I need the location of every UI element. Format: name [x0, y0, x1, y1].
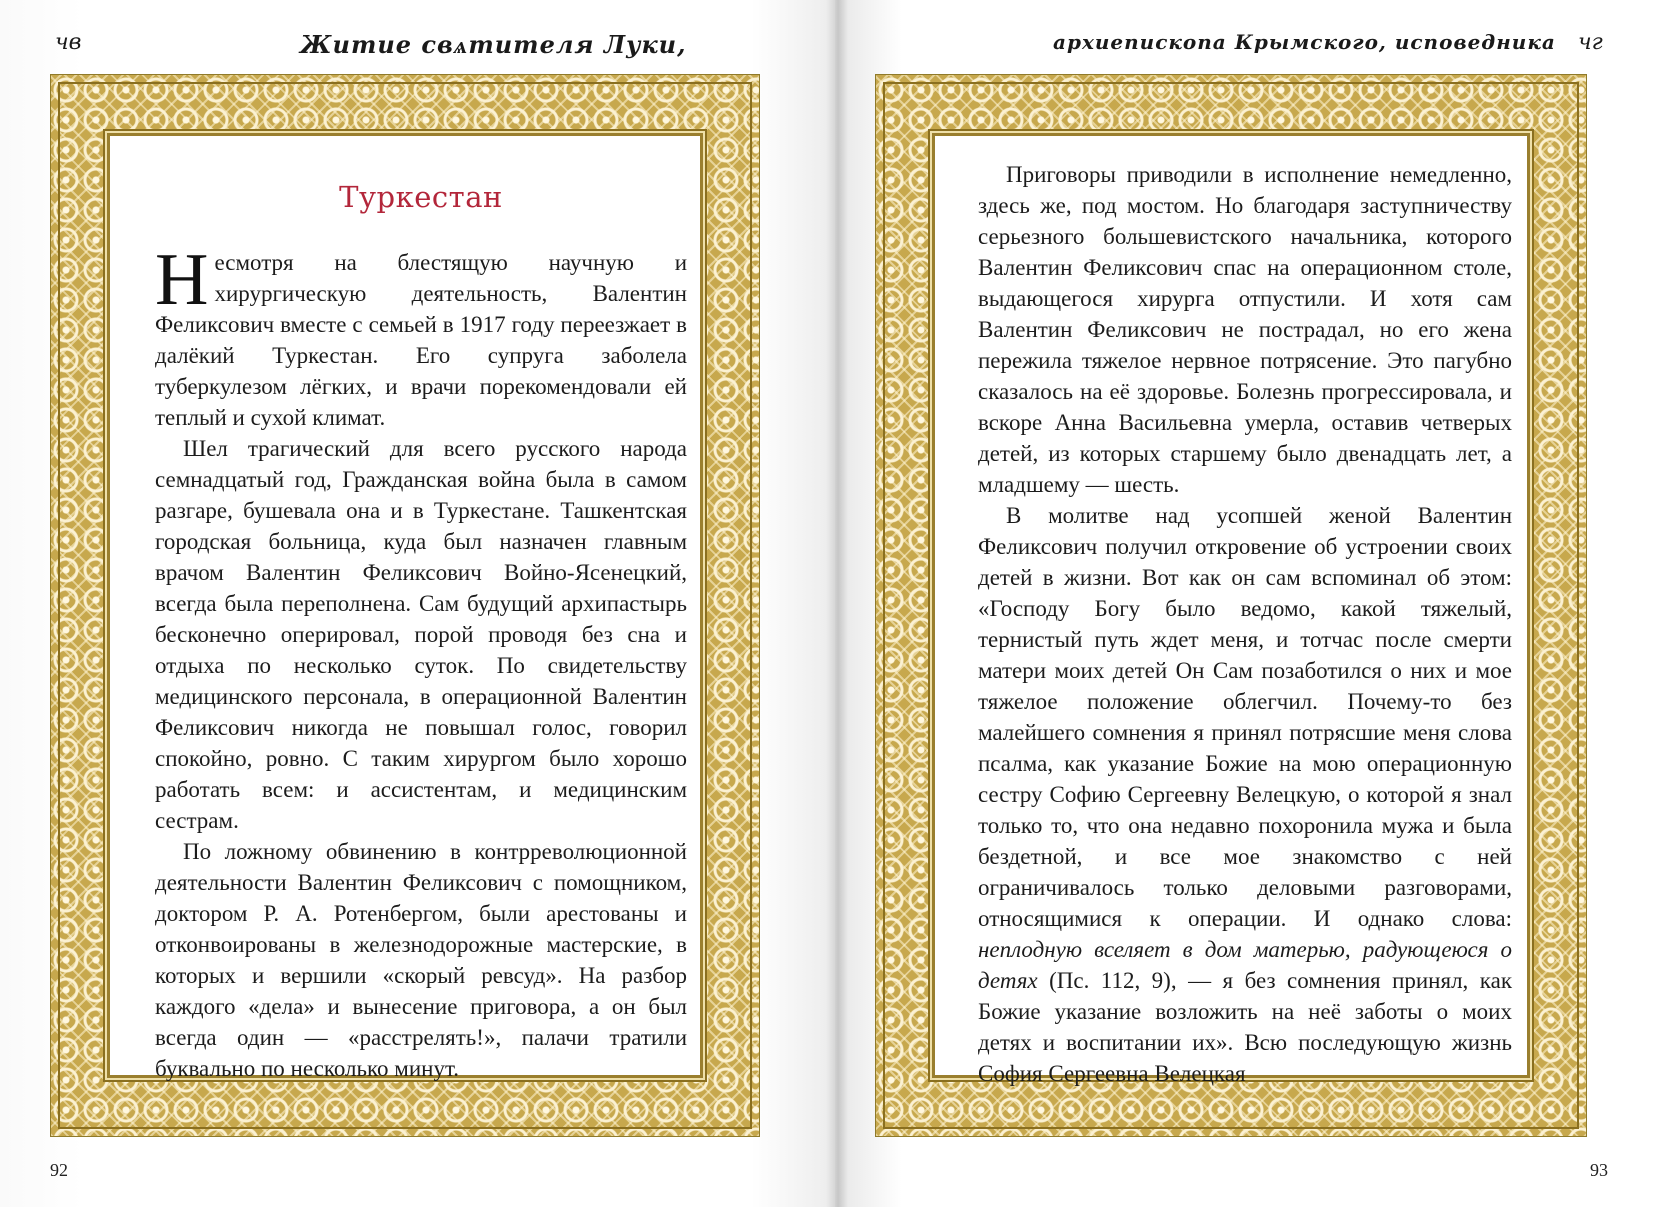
chapter-heading: Туркестан: [339, 180, 503, 214]
paragraph: Приговоры приводили в исполнение немедленно, здесь же, под мостом. Но благодаря заступничеству серьезного большевистского начальника, которого Валентин Феликсович спас на операционном столе, выдающегося хирурга отпустили. И хотя сам Валентин Феликсович не пострадал, но его жена пережила тяжелое нервное потрясение. Это пагубно сказалось на её здоровье. Болезнь прогрессировала, и вскоре Анна Васильевна умерла, оставив четверых детей, из которых старшему было двенадцать лет, а младшему — шесть.: [978, 162, 1512, 497]
book-gutter: [826, 0, 848, 1207]
right-page-number: 93: [1590, 1160, 1608, 1180]
paragraph: По ложному обвинению в контрреволюционной деятельности Валентин Феликсович с помощником, доктором Р. А. Ротенбергом, были арестованы и отконвоированы в железнодорожные мастерские, в которых и вершили «скорый ревсуд». На разбор каждого «дела» и вынесение приговора, а он был всегда один — «расстрелять!», палачи тратили буквально по несколько минут.: [155, 839, 687, 1081]
drop-cap: Н: [155, 239, 209, 321]
psalm-quote: неплодную вселяет в дом матерью, радующеюся о детях: [978, 937, 1512, 993]
left-body-text: [155, 239, 687, 1084]
left-running-title: Житие свѧтителя Луки,: [300, 30, 687, 59]
paragraph: Несмотря на блестящую научную и хирургическую деятельность, Валентин Феликсович вместе с семьей в 1917 году переезжает в далёкий Туркестан. Его супруга заболела туберкулезом лёгких, и врачи порекомендовали ей теплый и сухой климат.: [155, 239, 687, 430]
left-page-number: 92: [50, 1160, 68, 1180]
right-slavonic-folio: чг: [1578, 30, 1603, 55]
left-slavonic-folio: чв: [55, 30, 82, 55]
right-body-text: [978, 159, 1512, 1089]
paragraph: В молитве над усопшей женой Валентин Феликсович получил откровение об устроении своих детей в жизни. Вот как он сам вспоминал об этом: «Господу Богу было ведомо, какой тяжелый, тернистый путь ждет меня, и тотчас после смерти матери моих детей Он Сам позаботился о них и мое тяжелое положение облегчил. Почему-то без малейшего сомнения я принял потрясшие меня слова псалма, как указание Божие на мою операционную сестру Софию Сергеевну Велецкую, о которой я знал только то, что она недавно похоронила мужа и была бездетной, и все мое знакомство с ней ограничивалось только деловыми разговорами, относящимися к операции. И однако слова: неплодную вселяет в дом матерью, радующеюся о детях (Пс. 112, 9), — я без сомнения принял, как Божие указание возложить на неё заботы о моих детях и воспитании их». Всю последующую жизнь София Сергеевна Велецкая: [978, 503, 1512, 1086]
right-running-title: архиепископа Крымского, исповедника: [1053, 30, 1556, 54]
paragraph: Шел трагический для всего русского народа семнадцатый год, Гражданская война была в самом разгаре, бушевала она и в Туркестане. Ташкентская городская больница, куда был назначен главным врачом Валентин Феликсович Войно-Ясенецкий, всегда была переполнена. Сам будущий архипастырь бесконечно оперировал, порой проводя без сна и отдыха по несколько суток. По свидетельству медицинского персонала, в операционной Валентин Феликсович никогда не повышал голос, говорил спокойно, ровно. С таким хирургом было хорошо работать всем: и ассистентам, и медицинским сестрам.: [155, 436, 687, 833]
